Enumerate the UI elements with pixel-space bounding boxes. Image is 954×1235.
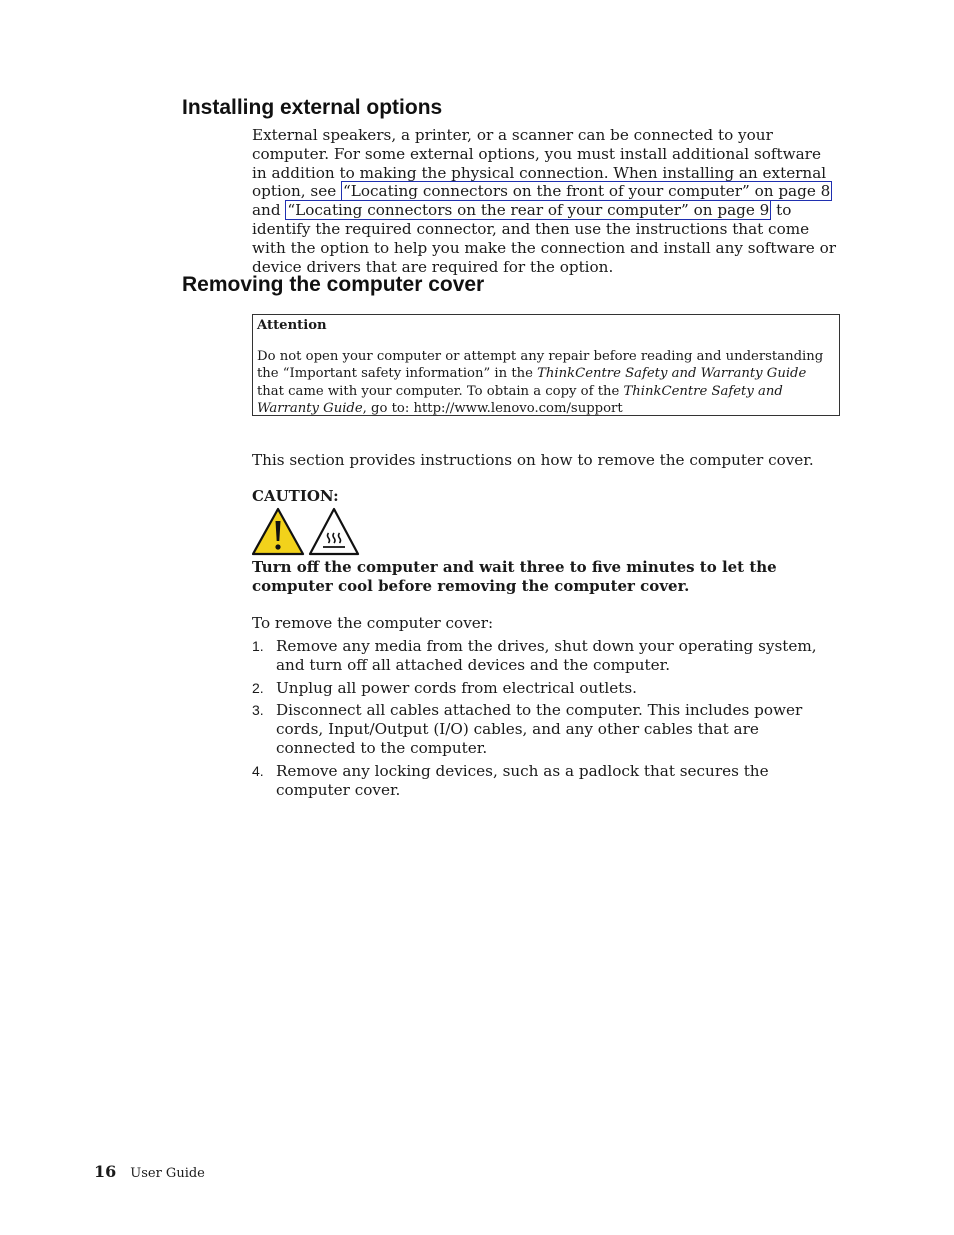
caution-statement: Turn off the computer and wait three to five minutes to let the computer cool before removing the computer cover. <box>252 558 777 595</box>
attention-text: Do not open your computer or attempt any repair before reading and understanding the “Important safety information” in the <box>257 349 824 382</box>
section-heading-removing-computer-cover: Removing the computer cover <box>182 273 485 296</box>
section-intro-paragraph: This section provides instructions on how to remove the computer cover. <box>252 451 814 469</box>
removal-steps-list <box>252 637 836 803</box>
safety-guide-title: ThinkCentre Safety and Warranty Guide <box>257 383 783 416</box>
paragraph-text: and <box>252 201 286 220</box>
attention-notice-box <box>252 314 840 416</box>
attention-title: Attention <box>257 318 327 333</box>
caution-label: CAUTION: <box>252 487 339 505</box>
step-text: Disconnect all cables attached to the computer. This includes power cords, Input/Output (I/O) cables, and any other cables that are connected to the computer. <box>276 701 803 757</box>
page-number: 16 <box>94 1162 117 1181</box>
step-text: Unplug all power cords from electrical outlets. <box>276 678 637 697</box>
page-footer <box>94 1162 205 1181</box>
step-text: Remove any media from the drives, shut down your operating system, and turn off all attached devices and the computer. <box>276 637 817 674</box>
attention-text: , go to: http://www.lenovo.com/support <box>362 400 623 416</box>
step-text: Remove any locking devices, such as a padlock that secures the computer cover. <box>276 761 769 799</box>
caution-icons <box>252 507 360 561</box>
installing-options-paragraph <box>252 126 836 276</box>
link-front-connectors[interactable]: “Locating connectors on the front of your computer” on page 8 <box>343 182 831 201</box>
list-item <box>252 637 836 675</box>
attention-body <box>257 348 835 417</box>
attention-text: that came with your computer. To obtain a copy of the <box>257 383 624 399</box>
list-item <box>252 679 836 698</box>
list-item <box>252 762 836 800</box>
hot-surface-icon <box>310 509 358 554</box>
steps-intro: To remove the computer cover: <box>252 614 494 632</box>
paragraph-text: to identify the required connector, and then use the instructions that come with the option to help you make the connection and install any software or device drivers that are required for the option. <box>252 201 836 276</box>
step-number: 2. <box>252 679 264 696</box>
safety-guide-title: ThinkCentre Safety and Warranty Guide <box>537 366 807 382</box>
warning-triangle-icon <box>253 509 303 554</box>
paragraph-text: External speakers, a printer, or a scanner can be connected to your computer. For some external options, you must install additional software in addition to making the physical connection. When installing an external option, see <box>252 126 827 201</box>
section-heading-installing-external-options: Installing external options <box>182 96 443 119</box>
list-item <box>252 701 836 757</box>
step-number: 3. <box>252 702 264 719</box>
link-rear-connectors[interactable]: “Locating connectors on the rear of your computer” on page 9 <box>287 201 770 220</box>
document-title: User Guide <box>130 1166 205 1181</box>
step-number: 1. <box>252 638 264 654</box>
step-number: 4. <box>252 762 264 779</box>
